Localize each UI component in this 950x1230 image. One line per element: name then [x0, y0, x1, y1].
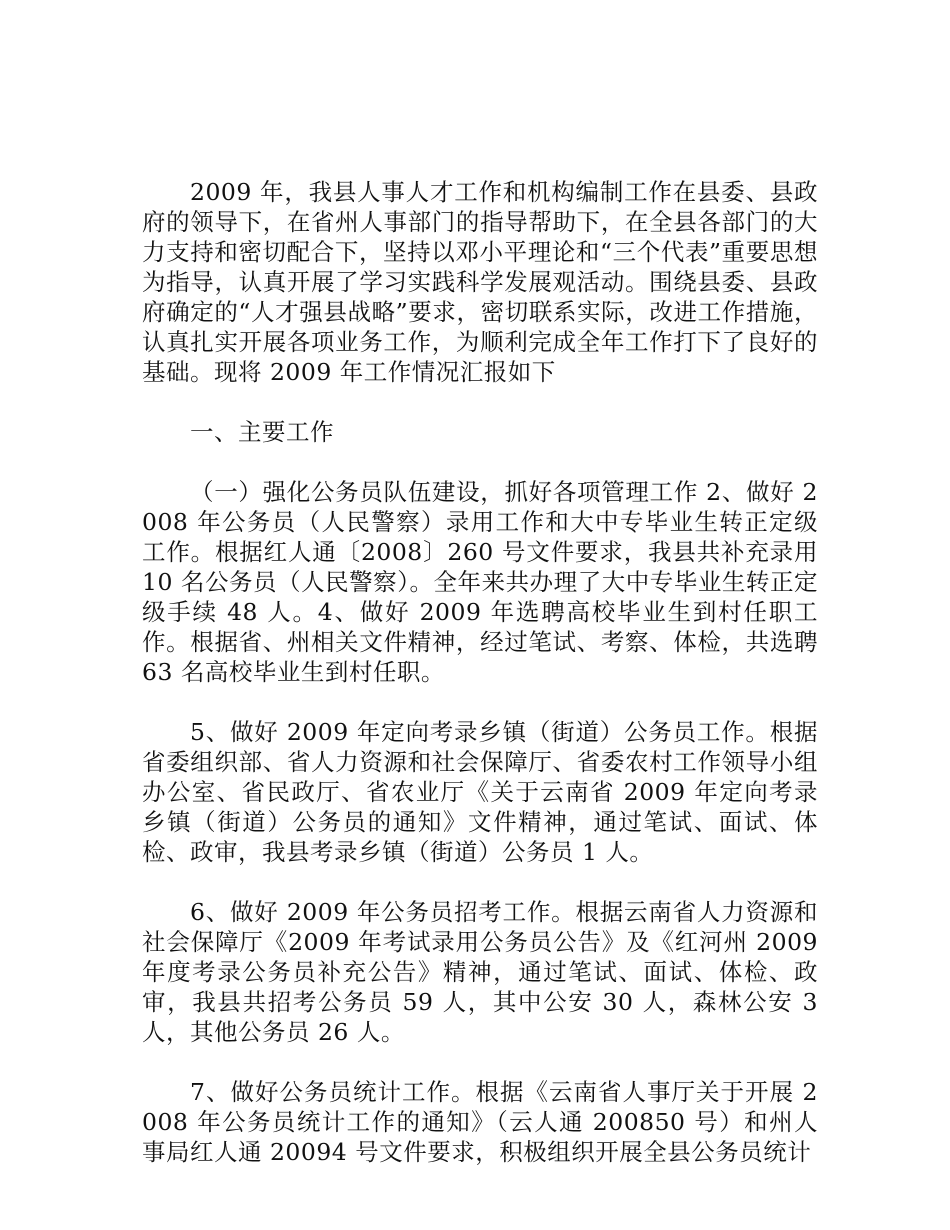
- paragraph-township-recruitment: 5、做好 2009 年定向考录乡镇（街道）公务员工作。根据省委组织部、省人力资源和社会保障厅、省委农村工作领导小组办公室、省民政厅、省农业厅《关于云南省 2009 年定向考录乡镇（街道）公务员的通知》文件精神，通过笔试、面试、体检、政审，我县考录乡镇（街道）公务员 1 人。: [142, 718, 818, 866]
- intro-paragraph: 2009 年，我县人事人才工作和机构编制工作在县委、县政府的领导下，在省州人事部门的指导帮助下，在全县各部门的大力支持和密切配合下，坚持以邓小平理论和“三个代表”重要思想为指导，认真开展了学习实践科学发展观活动。围绕县委、县政府确定的“人才强县战略”要求，密切联系实际，改进工作措施，认真扎实开展各项业务工作，为顺利完成全年工作打下了良好的基础。现将 2009 年工作情况汇报如下: [142, 178, 818, 386]
- paragraph-statistics: 7、做好公务员统计工作。根据《云南省人事厅关于开展 2008 年公务员统计工作的通知》（云人通 200850 号）和州人事局红人通 20094 号文件要求，积极组织开展全县公务员统计: [142, 1078, 818, 1166]
- paragraph-civil-servant-exam: 6、做好 2009 年公务员招考工作。根据云南省人力资源和社会保障厅《2009 年考试录用公务员公告》及《红河州 2009 年度考录公务员补充公告》精神，通过笔试、面试、体检、政审，我县共招考公务员 59 人，其中公安 30 人，森林公安 3 人，其他公务员 26 人。: [142, 898, 818, 1046]
- section-heading-main-work: 一、主要工作: [190, 418, 334, 446]
- paragraph-civil-servant-team: （一）强化公务员队伍建设，抓好各项管理工作 2、做好 2008 年公务员（人民警察）录用工作和大中专毕业生转正定级工作。根据红人通〔2008〕260 号文件要求，我县共补充录用 10 名公务员（人民警察）。全年来共办理了大中专毕业生转正定级手续 48 人。4、做好 2009 年选聘高校毕业生到村任职工作。根据省、州相关文件精神，经过笔试、考察、体检，共选聘 63 名高校毕业生到村任职。: [142, 478, 818, 686]
- document-body: [142, 177, 818, 1167]
